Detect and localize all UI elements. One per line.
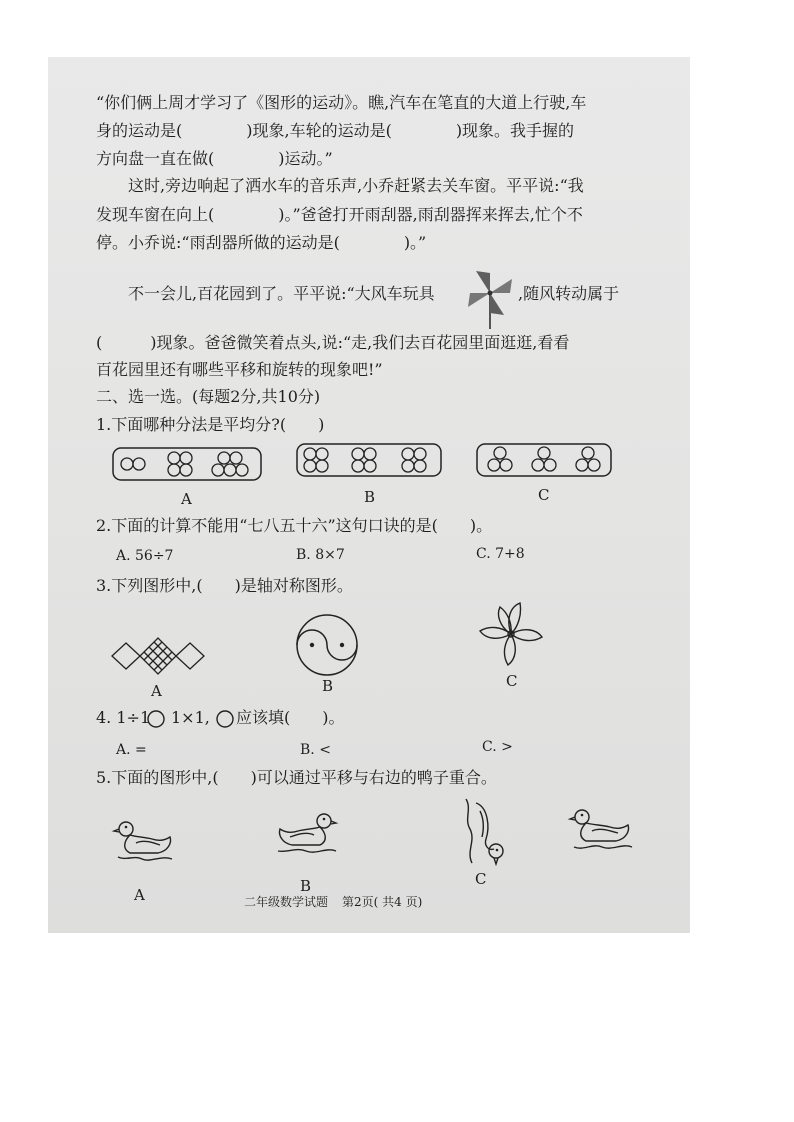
q5-option-b-label: B xyxy=(300,877,312,895)
q1-stem: 1.下面哪种分法是平均分?( ) xyxy=(96,415,325,434)
q3-option-a-label: A xyxy=(151,682,162,700)
passage-line-8: ( )现象。爸爸微笑着点头,说:“走,我们去百花园里面逛逛,看看 xyxy=(96,333,570,352)
q4-option-b: B. < xyxy=(300,742,331,758)
q3-stem: 3.下列图形中,( )是轴对称图形。 xyxy=(96,576,353,595)
q1-option-b-figure xyxy=(296,443,442,477)
q3-option-c-label: C xyxy=(506,672,518,690)
section-title: 二、选一选。(每题2分,共10分) xyxy=(96,387,321,406)
passage-line-7b: ,随风转动属于 xyxy=(518,284,620,303)
q5-option-c-label: C xyxy=(475,870,487,888)
q2-option-b: B. 8×7 xyxy=(296,547,345,563)
q1-option-c-label: C xyxy=(538,486,550,504)
q1-option-a-figure xyxy=(112,447,262,481)
q4-stem-a: 4. 1÷1 xyxy=(96,708,151,727)
pinwheel-flower-figure xyxy=(476,599,546,669)
passage-line-9: 百花园里还有哪些平移和旋转的现象吧!” xyxy=(96,360,383,379)
q1-option-a-label: A xyxy=(181,490,192,508)
q4-option-c: C. > xyxy=(482,739,513,755)
q4-blank-circle-2 xyxy=(216,710,234,728)
passage-line-6: 停。小乔说:“雨刮器所做的运动是( )。” xyxy=(96,233,427,252)
q2-stem: 2.下面的计算不能用“七八五十六”这句口诀的是( )。 xyxy=(96,516,493,535)
duck-a-figure xyxy=(114,819,176,863)
chinese-knot-figure xyxy=(110,633,206,679)
yin-yang-figure xyxy=(295,613,359,677)
q4-blank-circle-1 xyxy=(147,710,165,728)
duck-c-figure xyxy=(462,797,508,865)
q4-stem-c: 应该填( )。 xyxy=(236,708,345,727)
q2-option-c: C. 7+8 xyxy=(476,546,525,562)
q5-option-a-label: A xyxy=(134,886,145,904)
passage-line-7a: 不一会儿,百花园到了。平平说:“大风车玩具 xyxy=(96,284,435,303)
q2-option-a: A. 56÷7 xyxy=(116,548,174,564)
q3-option-b-label: B xyxy=(322,677,334,695)
q4-option-a: A. = xyxy=(116,742,147,758)
footer-exam-title: 二年级数学试题 xyxy=(244,895,329,909)
passage-line-4: 这时,旁边响起了洒水车的音乐声,小乔赶紧去关车窗。平平说:“我 xyxy=(96,176,584,195)
passage-line-1: “你们俩上周才学习了《图形的运动》。瞧,汽车在笔直的大道上行驶,车 xyxy=(96,93,587,112)
q4-stem-b: 1×1, xyxy=(171,708,210,727)
q1-option-c-figure xyxy=(476,443,612,477)
reference-duck-figure xyxy=(570,807,634,853)
q5-stem: 5.下面的图形中,( )可以通过平移与右边的鸭子重合。 xyxy=(96,768,497,787)
exam-page xyxy=(48,57,690,933)
passage-line-2: 身的运动是( )现象,车轮的运动是( )现象。我手握的 xyxy=(96,121,575,140)
duck-b-figure xyxy=(274,811,340,855)
q1-option-b-label: B xyxy=(364,488,376,506)
footer-page-number: 第2页( 共4 页) xyxy=(342,895,423,909)
pinwheel-icon xyxy=(462,265,518,329)
passage-line-3: 方向盘一直在做( )运动。” xyxy=(96,149,333,168)
passage-line-5: 发现车窗在向上( )。”爸爸打开雨刮器,雨刮器挥来挥去,忙个不 xyxy=(96,205,583,224)
